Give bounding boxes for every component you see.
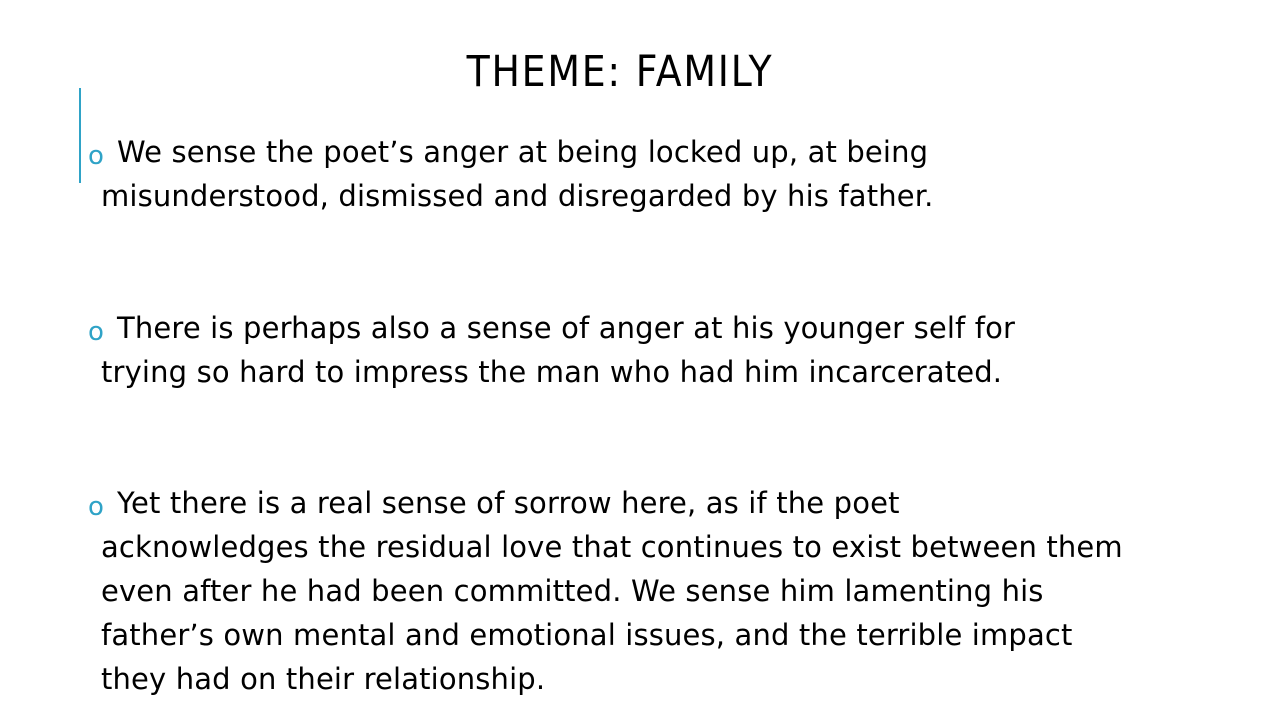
bullet-item <box>88 306 1267 394</box>
bullet-marker-icon: o <box>88 141 104 171</box>
bullet-line: they had on their relationship. <box>101 662 546 696</box>
bullet-text <box>97 130 1267 218</box>
bullet-marker-icon: o <box>88 317 104 347</box>
slide-title: THEME: FAMILY <box>466 47 774 97</box>
bullet-line: We sense the poet’s anger at being locked up, at being <box>117 135 929 169</box>
bullet-line: father’s own mental and emotional issues, and the terrible impact <box>101 618 1073 652</box>
bullet-item <box>88 481 1267 701</box>
bullet-line: acknowledges the residual love that continues to exist between them <box>101 530 1123 564</box>
bullet-line: There is perhaps also a sense of anger at his younger self for <box>117 311 1016 345</box>
bullet-line: Yet there is a real sense of sorrow here, as if the poet <box>117 486 900 520</box>
bullet-marker-icon: o <box>88 492 104 522</box>
bullet-text <box>97 481 1267 701</box>
bullet-line: trying so hard to impress the man who had him incarcerated. <box>101 355 1003 389</box>
bullet-text <box>97 306 1267 394</box>
bullet-line: misunderstood, dismissed and disregarded by his father. <box>101 179 934 213</box>
bullet-line: even after he had been committed. We sense him lamenting his <box>101 574 1044 608</box>
bullet-item <box>88 130 1267 218</box>
